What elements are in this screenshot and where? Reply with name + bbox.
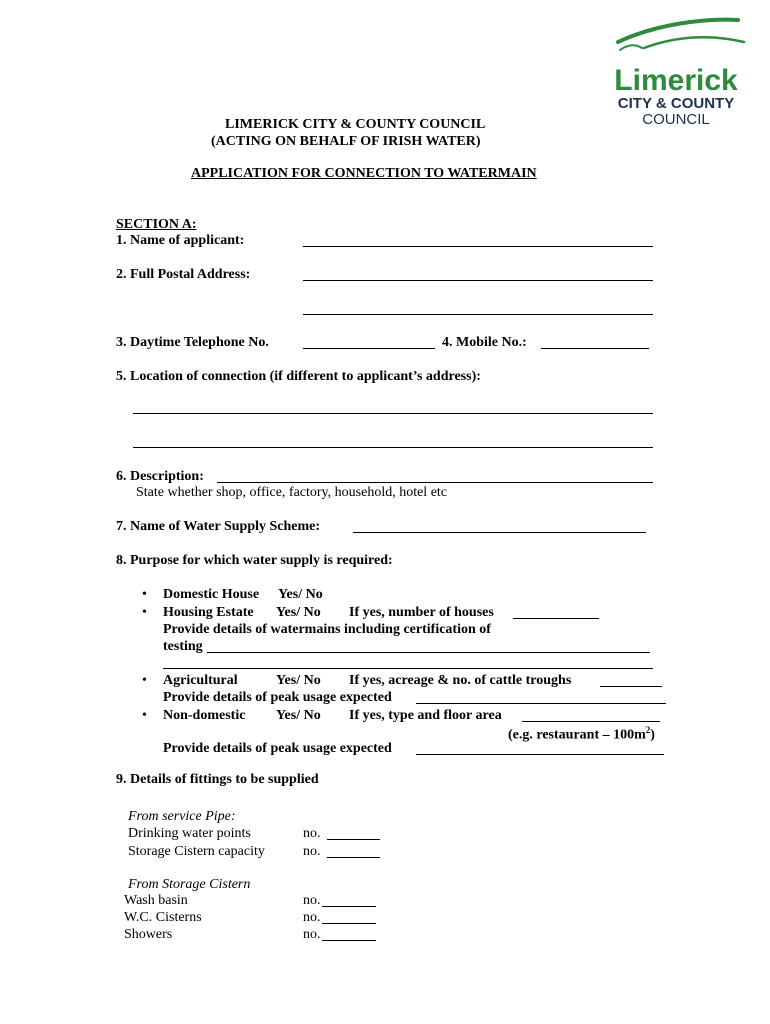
bullet-icon: • <box>142 605 147 620</box>
houses-count-line[interactable] <box>513 618 599 619</box>
agricultural-label: Agricultural <box>163 673 238 688</box>
showers-label: Showers <box>124 927 173 942</box>
q6-label: 6. Description: <box>116 469 204 484</box>
bullet-icon: • <box>142 587 147 602</box>
wash-basin-label: Wash basin <box>124 893 188 908</box>
wc-cisterns-line[interactable] <box>322 923 376 924</box>
superscript-two: 2 <box>645 725 651 735</box>
agricultural-peak-label: Provide details of peak usage expected <box>163 690 392 705</box>
form-title: APPLICATION FOR CONNECTION TO WATERMAIN <box>191 166 537 181</box>
description-hint: State whether shop, office, factory, household, hotel etc <box>136 485 448 500</box>
q5-label: 5. Location of connection (if different to applicant’s address): <box>116 369 481 384</box>
wash-basin-line[interactable] <box>322 906 376 907</box>
location-line-2[interactable] <box>133 447 653 448</box>
agricultural-if-label: If yes, acreage & no. of cattle troughs <box>349 673 572 688</box>
service-pipe-heading: From service Pipe: <box>128 809 236 824</box>
drinking-points-line[interactable] <box>327 839 380 840</box>
council-logo <box>596 14 756 129</box>
applicant-name-line[interactable] <box>303 246 653 247</box>
housing-details-2: testing <box>163 639 203 654</box>
storage-no-label: no. <box>303 844 321 859</box>
nondomestic-if-label: If yes, type and floor area <box>349 708 502 723</box>
wc-cisterns-label: W.C. Cisterns <box>124 910 202 925</box>
housing-details-1: Provide details of watermains including certification of <box>163 622 491 637</box>
section-heading: SECTION A: <box>116 217 197 232</box>
domestic-label: Domestic House <box>163 587 260 602</box>
scheme-line[interactable] <box>353 532 646 533</box>
address-line-1[interactable] <box>303 280 653 281</box>
agricultural-peak-line[interactable] <box>416 703 666 704</box>
storage-cistern-heading: From Storage Cistern <box>128 877 251 892</box>
mobile-line[interactable] <box>541 348 649 349</box>
wc-no-label: no. <box>303 910 321 925</box>
housing-label: Housing Estate <box>163 605 254 620</box>
bullet-icon: • <box>142 673 147 688</box>
bullet-icon: • <box>142 708 147 723</box>
housing-yes-no[interactable]: Yes/ No <box>276 605 321 620</box>
storage-capacity-label: Storage Cistern capacity <box>128 844 265 859</box>
q7-label: 7. Name of Water Supply Scheme: <box>116 519 321 534</box>
nondomestic-yes-no[interactable]: Yes/ No <box>276 708 321 723</box>
q8-label: 8. Purpose for which water supply is required: <box>116 553 393 568</box>
nondomestic-label: Non-domestic <box>163 708 246 723</box>
daytime-phone-line[interactable] <box>303 348 435 349</box>
housing-if-label: If yes, number of houses <box>349 605 494 620</box>
floor-area-example: (e.g. restaurant – $100m^2$) <box>508 725 655 743</box>
showers-no-label: no. <box>303 927 321 942</box>
acting-note: (ACTING ON BEHALF OF IRISH WATER) <box>211 134 481 149</box>
logo-wordmark: Limerick <box>614 64 738 97</box>
address-line-2[interactable] <box>303 314 653 315</box>
cattle-troughs-line[interactable] <box>600 686 662 687</box>
description-line[interactable] <box>217 482 653 483</box>
logo-swoosh-lower <box>644 37 744 48</box>
drinking-no-label: no. <box>303 826 321 841</box>
logo-swoosh-wing <box>620 45 642 50</box>
q2-label: 2. Full Postal Address: <box>116 267 251 282</box>
q3-label: 3. Daytime Telephone No. <box>116 335 269 350</box>
storage-capacity-line[interactable] <box>327 857 380 858</box>
wash-no-label: no. <box>303 893 321 908</box>
org-name: LIMERICK CITY & COUNTY COUNCIL <box>225 117 486 132</box>
q9-label: 9. Details of fittings to be supplied <box>116 772 319 787</box>
drinking-points-label: Drinking water points <box>128 826 251 841</box>
floor-area-line[interactable] <box>522 721 660 722</box>
logo-subtitle: CITY & COUNTY <box>617 95 735 112</box>
q4-label: 4. Mobile No.: <box>442 335 527 350</box>
q1-label: 1. Name of applicant: <box>116 233 245 248</box>
showers-line[interactable] <box>322 940 376 941</box>
logo-council: COUNCIL <box>642 111 710 128</box>
housing-details-line-1[interactable] <box>207 652 650 653</box>
domestic-yes-no[interactable]: Yes/ No <box>278 587 323 602</box>
nondomestic-peak-line[interactable] <box>416 754 664 755</box>
housing-details-line-2[interactable] <box>163 668 653 669</box>
nondomestic-peak-label: Provide details of peak usage expected <box>163 741 392 756</box>
agricultural-yes-no[interactable]: Yes/ No <box>276 673 321 688</box>
location-line-1[interactable] <box>133 413 653 414</box>
